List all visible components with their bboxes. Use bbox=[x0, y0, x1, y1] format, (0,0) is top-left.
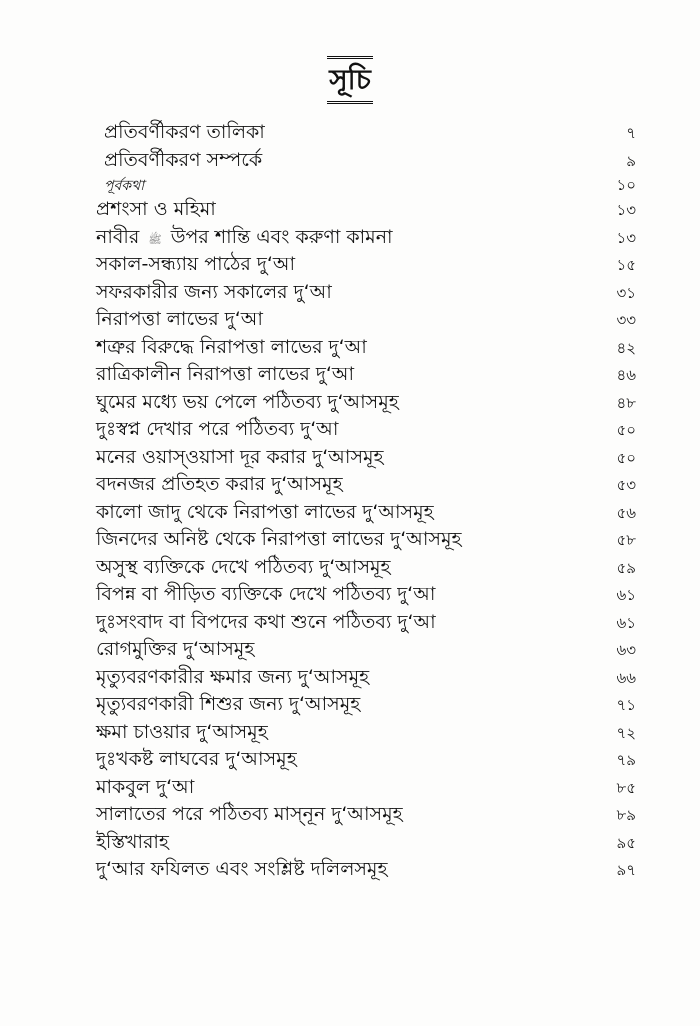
toc-entry-page: ৯৭ bbox=[616, 861, 636, 879]
toc-entry[interactable] bbox=[96, 499, 636, 527]
toc-entry-title-after: উপর শান্তি এবং করুণা কামনা bbox=[170, 225, 393, 248]
toc-entry[interactable] bbox=[96, 526, 636, 554]
toc-entry-title: সফরকারীর জন্য সকালের দু‘আ bbox=[96, 280, 332, 303]
toc-entry[interactable] bbox=[96, 389, 636, 417]
toc-entry-title: ঘুমের মধ্যে ভয় পেলে পঠিতব্য দু‘আসমূহ bbox=[96, 390, 399, 413]
toc-entry-page: ৮৫ bbox=[616, 778, 636, 797]
toc-entry-title: কালো জাদু থেকে নিরাপত্তা লাভের দু‘আসমূহ bbox=[96, 500, 434, 523]
toc-entry[interactable] bbox=[96, 691, 636, 719]
toc-entry-title: সালাতের পরে পঠিতব্য মাস্‌নূন দু‘আসমূহ bbox=[96, 803, 403, 825]
toc-entry-title: জিনদের অনিষ্ট থেকে নিরাপত্তা লাভের দু‘আসমূহ bbox=[96, 528, 462, 550]
toc-entry-page: ৯৫ bbox=[616, 833, 636, 852]
toc-entry[interactable] bbox=[96, 251, 636, 279]
toc-entry-page: ৭ bbox=[626, 124, 636, 142]
toc-entry-title: ইস্তিখারাহ bbox=[96, 830, 169, 853]
toc-entry-page: ৭২ bbox=[616, 723, 636, 742]
toc-entry[interactable] bbox=[96, 279, 636, 307]
salutation-icon: ﷺ bbox=[148, 232, 162, 246]
toc-entry-title: মনের ওয়াস্‌ওয়াসা দূর করার দু‘আসমূহ bbox=[96, 445, 384, 468]
toc-entry-title: রোগমুক্তির দু‘আসমূহ bbox=[96, 638, 255, 660]
toc-entry-title: বদনজর প্রতিহত করার দু‘আসমূহ bbox=[96, 473, 343, 495]
toc-entry-title: দুঃস্বপ্ন দেখার পরে পঠিতব্য দু‘আ bbox=[96, 418, 339, 440]
toc-entry[interactable] bbox=[96, 224, 636, 252]
toc-entry[interactable] bbox=[96, 746, 636, 774]
toc-entry[interactable] bbox=[96, 636, 636, 664]
toc-entry[interactable] bbox=[96, 664, 636, 692]
toc-entry-page: ৬৩ bbox=[616, 641, 636, 659]
toc-entry-title bbox=[96, 224, 393, 254]
toc-entry-page: ৫০ bbox=[616, 448, 636, 467]
toc-entry-page: ৬১ bbox=[616, 613, 636, 632]
toc-entry[interactable] bbox=[96, 306, 636, 334]
toc-entry-page: ৪৬ bbox=[616, 366, 636, 384]
toc-entry-page: ৫৩ bbox=[616, 476, 636, 494]
toc-entry-page: ৫৯ bbox=[616, 558, 636, 577]
toc-entry-page: ৬৬ bbox=[616, 668, 636, 687]
toc-entry[interactable] bbox=[96, 416, 636, 444]
toc-entry-page: ১০ bbox=[616, 176, 636, 194]
toc-entry[interactable] bbox=[96, 119, 636, 147]
toc-entry[interactable] bbox=[96, 774, 636, 802]
toc-entry[interactable] bbox=[96, 147, 636, 175]
toc-entry-page: ৫০ bbox=[616, 421, 636, 439]
toc-entry-page: ৯ bbox=[626, 151, 636, 170]
toc-entry-title: সকাল-সন্ধ্যায় পাঠের দু‘আ bbox=[96, 253, 296, 275]
toc-entry[interactable] bbox=[96, 609, 636, 637]
toc-entry-title: দু‘আর ফযিলত এবং সংশ্লিষ্ট দলিলসমূহ bbox=[96, 858, 388, 880]
toc-entry-title: প্রশংসা ও মহিমা bbox=[96, 198, 216, 220]
page-title: সূচি bbox=[327, 56, 373, 104]
toc-entry-page: ৭১ bbox=[616, 696, 636, 714]
toc-entry[interactable] bbox=[96, 174, 636, 196]
toc-entry[interactable] bbox=[96, 361, 636, 389]
toc-entry[interactable] bbox=[96, 471, 636, 499]
toc-entry-title: মৃত্যুবরণকারী শিশুর জন্য দু‘আসমূহ bbox=[96, 693, 361, 715]
toc-entry-page: ১৩ bbox=[616, 201, 636, 219]
toc-entry-title: মাকবুল দু‘আ bbox=[96, 775, 195, 798]
toc-entry-title: মৃত্যুবরণকারীর ক্ষমার জন্য দু‘আসমূহ bbox=[96, 665, 370, 688]
toc-entry-title-before: নাবীর bbox=[96, 225, 140, 248]
toc-entry-title: প্রতিবর্ণীকরণ সম্পর্কে bbox=[104, 148, 263, 171]
toc-entry-title: রাত্রিকালীন নিরাপত্তা লাভের দু‘আ bbox=[96, 363, 355, 385]
toc-entry-page: ৫৮ bbox=[616, 531, 636, 549]
toc-entry[interactable] bbox=[96, 801, 636, 829]
toc-entry[interactable] bbox=[96, 581, 636, 609]
toc-entry-page: ৮৯ bbox=[616, 806, 636, 824]
toc-entry[interactable] bbox=[96, 444, 636, 472]
toc-entry-page: ৫৬ bbox=[616, 503, 636, 522]
toc-entry-page: ৭৯ bbox=[616, 751, 636, 769]
toc-entry[interactable] bbox=[96, 719, 636, 747]
toc-entry-page: ৩৩ bbox=[616, 311, 636, 329]
table-of-contents bbox=[96, 119, 636, 884]
toc-entry-title: প্রতিবর্ণীকরণ তালিকা bbox=[104, 121, 265, 143]
toc-entry-page: ৩১ bbox=[616, 283, 636, 302]
toc-entry[interactable] bbox=[96, 196, 636, 224]
toc-entry-title: শত্রুর বিরুদ্ধে নিরাপত্তা লাভের দু‘আ bbox=[96, 335, 367, 358]
toc-entry-title: নিরাপত্তা লাভের দু‘আ bbox=[96, 308, 263, 330]
toc-entry[interactable] bbox=[96, 829, 636, 857]
toc-entry-title: অসুস্থ ব্যক্তিকে দেখে পঠিতব্য দু‘আসমূহ bbox=[96, 555, 391, 578]
toc-entry-title: পূর্বকথা bbox=[104, 178, 145, 194]
toc-entry[interactable] bbox=[96, 334, 636, 362]
toc-entry-title: ক্ষমা চাওয়ার দু‘আসমূহ bbox=[96, 720, 268, 743]
toc-entry-page: ৪২ bbox=[616, 338, 636, 357]
toc-entry-page: ১৫ bbox=[616, 256, 636, 274]
toc-entry-page: ৪৮ bbox=[616, 393, 636, 412]
title-wrap bbox=[0, 56, 700, 104]
toc-entry-page: ৬১ bbox=[616, 586, 636, 604]
toc-entry-page: ১৩ bbox=[616, 228, 636, 247]
toc-entry[interactable] bbox=[96, 856, 636, 884]
toc-entry-title: বিপন্ন বা পীড়িত ব্যক্তিকে দেখে পঠিতব্য দু‘আ bbox=[96, 583, 436, 605]
toc-entry-title: দুঃসংবাদ বা বিপদের কথা শুনে পঠিতব্য দু‘আ bbox=[96, 610, 436, 633]
toc-entry[interactable] bbox=[96, 554, 636, 582]
toc-entry-title: দুঃখকষ্ট লাঘবের দু‘আসমূহ bbox=[96, 748, 297, 770]
